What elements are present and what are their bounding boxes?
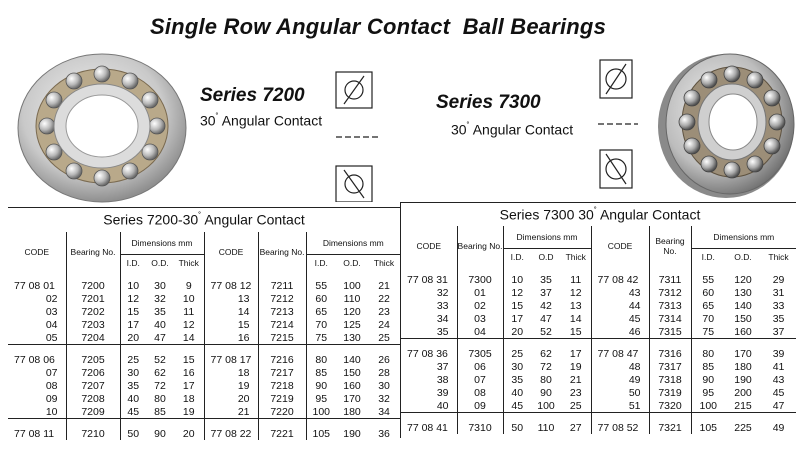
id-cell: 50: [503, 413, 531, 435]
thick-cell: 35: [772, 312, 785, 325]
code-cell: 77 08 12: [204, 271, 258, 292]
code-cell: 77 08 31: [407, 274, 448, 286]
thick-cell: 11: [570, 274, 582, 286]
bearing-no-cell: 7313: [649, 299, 691, 312]
code-cell: 02: [45, 292, 58, 305]
id-cell: 90: [306, 379, 336, 392]
od-cell: 225: [725, 413, 761, 435]
header-code: CODE: [591, 226, 649, 265]
series-7300-heading: Series 7300: [436, 92, 541, 113]
bearing-no-cell: 7219: [258, 392, 306, 405]
header-od: O.D.: [725, 249, 761, 266]
id-cell: 90: [691, 373, 725, 386]
table-row: [8, 318, 400, 331]
od-cell: 90: [146, 419, 174, 441]
bearing-no-cell: 7211: [258, 271, 306, 292]
table-7300-top-rule: [400, 202, 796, 203]
thick-cell: 23: [378, 305, 390, 318]
header-id: I.D.: [306, 255, 336, 272]
od-cell: 62: [154, 366, 166, 379]
code-cell: 10: [45, 405, 58, 418]
od-cell: 180: [343, 405, 361, 418]
header-bearing-no: Bearing No.: [258, 232, 306, 271]
thick-cell: 19: [182, 405, 195, 418]
thick-cell: 16: [182, 366, 195, 379]
bearing-no-cell: 7216: [258, 345, 306, 367]
code-cell: 50: [591, 386, 649, 399]
thick-cell: 43: [772, 373, 785, 386]
thick-cell: 19: [569, 360, 582, 373]
table-row: [401, 373, 796, 386]
od-cell: 100: [343, 280, 361, 292]
thick-cell: 26: [368, 345, 400, 367]
bearing-no-cell: 7206: [66, 366, 120, 379]
header-od: O.D.: [146, 255, 174, 272]
od-cell: 85: [154, 405, 166, 418]
id-cell: 50: [120, 419, 146, 441]
code-cell: 32: [436, 286, 449, 299]
id-cell: 70: [306, 318, 336, 331]
header-thick: Thick: [761, 249, 796, 266]
bearing-no-cell: 08: [457, 386, 503, 399]
thick-cell: 12: [569, 286, 582, 299]
code-cell: 14: [204, 305, 258, 318]
table-row: [8, 392, 400, 405]
od-cell: 40: [154, 318, 166, 331]
od-cell: 80: [154, 392, 166, 405]
table-row: [8, 271, 400, 292]
bearing-no-cell: 7214: [258, 318, 306, 331]
id-cell: 45: [503, 399, 531, 413]
code-cell: 08: [45, 379, 58, 392]
table-7200-title: [8, 211, 400, 228]
od-cell: 110: [531, 413, 561, 435]
code-cell: 18: [204, 366, 258, 379]
bearing-no-cell: 01: [457, 286, 503, 299]
thick-cell: 33: [772, 299, 785, 312]
id-cell: 17: [120, 318, 146, 331]
od-cell: 47: [540, 312, 552, 325]
thick-cell: 14: [569, 312, 582, 325]
code-cell: 77 08 11: [8, 419, 66, 441]
code-cell: 05: [45, 331, 58, 344]
bearing-no-cell: 7210: [66, 419, 120, 441]
bearing-no-cell: 09: [457, 399, 503, 413]
title-suffix: Angular Contact: [201, 211, 305, 228]
bearing-no-cell: 7209: [66, 405, 120, 419]
code-cell: 77 08 52: [591, 413, 649, 435]
bearing-7300-cross-section: [596, 58, 640, 190]
thick-cell: 32: [378, 392, 390, 405]
code-cell: 77 08 36: [401, 339, 457, 361]
code-cell: 77 08 01: [14, 280, 55, 292]
header-code: CODE: [24, 246, 50, 257]
bearing-no-cell: 7310: [457, 413, 503, 435]
code-cell: 20: [204, 392, 258, 405]
id-cell: 20: [503, 325, 531, 339]
thick-cell: 25: [378, 331, 390, 344]
od-cell: 32: [154, 292, 166, 305]
bearing-no-cell: 7312: [649, 286, 691, 299]
id-cell: 80: [306, 345, 336, 367]
bearing-no-cell: 7316: [649, 339, 691, 361]
bearing-no-cell: 06: [457, 360, 503, 373]
code-cell: 03: [45, 305, 58, 318]
id-cell: 10: [120, 271, 146, 292]
od-cell: 120: [734, 274, 752, 286]
od-cell: 42: [540, 299, 552, 312]
bearing-no-cell: 7319: [649, 386, 691, 399]
bearing-no-cell: 03: [457, 312, 503, 325]
bearing-no-cell: 7318: [649, 373, 691, 386]
bearing-no-cell: 7311: [649, 265, 691, 286]
series-7200-subtitle: [200, 112, 322, 129]
bearing-no-cell: 04: [457, 325, 503, 339]
table-row: [401, 386, 796, 399]
table-row: [8, 292, 400, 305]
thick-cell: 28: [378, 366, 390, 379]
header-dimensions: Dimensions mm: [691, 226, 796, 249]
thick-cell: 20: [174, 419, 204, 441]
od-cell: 170: [725, 339, 761, 361]
od-cell: 130: [734, 286, 752, 299]
id-cell: 10: [503, 265, 531, 286]
id-cell: 20: [120, 331, 146, 345]
thick-cell: 24: [378, 318, 390, 331]
code-cell: 77 08 22: [204, 419, 258, 441]
bearing-7300-photo: [650, 50, 796, 200]
od-cell: 125: [343, 318, 361, 331]
table-row: [401, 399, 796, 413]
degree-mark: ˚: [466, 121, 470, 131]
table-row: [401, 360, 796, 373]
table-row: [401, 286, 796, 299]
title-text: Series 7200-30: [103, 211, 199, 228]
thick-cell: 10: [182, 292, 195, 305]
header-id: I.D.: [503, 249, 531, 266]
od-cell: 130: [343, 331, 361, 344]
thick-cell: 27: [561, 413, 591, 435]
bearing-no-cell: 7208: [66, 392, 120, 405]
degree-mark: ˚: [593, 206, 597, 216]
code-cell: 04: [45, 318, 58, 331]
id-cell: 85: [306, 366, 336, 379]
id-cell: 30: [120, 366, 146, 379]
od-cell: 52: [146, 345, 174, 367]
contact-type: Angular Contact: [469, 121, 574, 138]
od-cell: 47: [154, 331, 166, 344]
header-dimensions: Dimensions mm: [120, 232, 204, 255]
header-bearing-no: Bearing No.: [457, 226, 503, 265]
code-cell: 44: [591, 299, 649, 312]
angle-value: 30: [451, 121, 467, 138]
table-row: [8, 405, 400, 419]
id-cell: 105: [306, 419, 336, 441]
od-cell: 140: [336, 345, 368, 367]
angle-value: 30: [200, 112, 216, 129]
id-cell: 15: [503, 299, 531, 312]
thick-cell: 29: [772, 274, 785, 286]
id-cell: 105: [691, 413, 725, 435]
id-cell: 65: [691, 299, 725, 312]
od-cell: 160: [343, 379, 361, 392]
od-cell: 110: [343, 292, 361, 305]
id-cell: 65: [306, 305, 336, 318]
thick-cell: 25: [569, 399, 582, 412]
thick-cell: 17: [561, 339, 591, 361]
id-cell: 55: [306, 271, 336, 292]
thick-cell: 37: [772, 325, 785, 338]
header-bearing-no: Bearing No.: [649, 226, 691, 265]
od-cell: 140: [734, 299, 752, 312]
id-cell: 12: [120, 292, 146, 305]
bearing-7200-photo: [14, 50, 190, 206]
code-cell: 40: [436, 399, 449, 412]
bearing-no-cell: 7200: [66, 271, 120, 292]
od-cell: 35: [154, 305, 166, 318]
header-bearing-no: Bearing No.: [66, 232, 120, 271]
id-cell: 80: [691, 339, 725, 361]
od-cell: 150: [343, 366, 361, 379]
code-cell: 45: [591, 312, 649, 325]
series-7300-subtitle: [451, 121, 573, 138]
id-cell: 60: [691, 286, 725, 299]
table-row: [401, 413, 796, 435]
table-7300-title: [400, 206, 800, 223]
header-thick: Thick: [368, 255, 400, 272]
bearing-no-cell: 7201: [66, 292, 120, 305]
code-cell: 15: [204, 318, 258, 331]
id-cell: 100: [691, 399, 725, 413]
bearing-no-cell: 7218: [258, 379, 306, 392]
header-id: I.D.: [120, 255, 146, 272]
code-cell: 35: [436, 325, 449, 338]
bearing-no-cell: 7315: [649, 325, 691, 339]
code-cell: 33: [436, 299, 449, 312]
bearing-no-cell: 7213: [258, 305, 306, 318]
bearing-no-cell: 7305: [457, 339, 503, 361]
contact-type: Angular Contact: [218, 112, 323, 129]
bearing-no-cell: 07: [457, 373, 503, 386]
degree-mark: ˚: [198, 211, 202, 221]
od-cell: 35: [540, 274, 552, 286]
bearing-no-cell: 7212: [258, 292, 306, 305]
bearing-no-cell: 7205: [66, 345, 120, 367]
thick-cell: 21: [378, 280, 390, 292]
bearing-7200-cross-section: [332, 70, 384, 202]
thick-cell: 49: [761, 413, 796, 435]
code-cell: 39: [436, 386, 449, 399]
thick-cell: 14: [182, 331, 195, 344]
code-cell: 21: [204, 405, 258, 419]
table-row: [401, 312, 796, 325]
table-row: [8, 345, 400, 367]
code-cell: 13: [204, 292, 258, 305]
od-cell: 190: [336, 419, 368, 441]
bearing-no-cell: 02: [457, 299, 503, 312]
bearing-no-cell: 7220: [258, 405, 306, 419]
id-cell: 40: [503, 386, 531, 399]
od-cell: 72: [154, 379, 166, 392]
bearing-no-cell: 7204: [66, 331, 120, 345]
code-cell: 51: [591, 399, 649, 413]
table-row: [401, 325, 796, 339]
code-cell: 37: [436, 360, 449, 373]
thick-cell: 34: [378, 405, 390, 418]
id-cell: 12: [503, 286, 531, 299]
id-cell: 45: [120, 405, 146, 419]
code-cell: 38: [436, 373, 449, 386]
code-cell: 46: [591, 325, 649, 339]
id-cell: 55: [691, 265, 725, 286]
header-id: I.D.: [691, 249, 725, 266]
code-cell: 09: [45, 392, 58, 405]
od-cell: 160: [734, 325, 752, 338]
od-cell: 180: [734, 360, 752, 373]
od-cell: 62: [531, 339, 561, 361]
id-cell: 75: [691, 325, 725, 339]
bearing-no-cell: 7217: [258, 366, 306, 379]
od-cell: 100: [537, 399, 555, 412]
header-dimensions: Dimensions mm: [503, 226, 591, 249]
id-cell: 85: [691, 360, 725, 373]
od-cell: 90: [540, 386, 552, 399]
header-dimensions: Dimensions mm: [306, 232, 400, 255]
code-cell: 19: [204, 379, 258, 392]
bearing-no-cell: 7300: [457, 265, 503, 286]
od-cell: 150: [734, 312, 752, 325]
thick-cell: 11: [183, 305, 195, 318]
id-cell: 60: [306, 292, 336, 305]
table-row: [8, 305, 400, 318]
od-cell: 37: [540, 286, 552, 299]
thick-cell: 17: [182, 379, 195, 392]
od-cell: 215: [734, 399, 752, 412]
thick-cell: 22: [378, 292, 390, 305]
code-cell: 77 08 41: [401, 413, 457, 435]
id-cell: 35: [503, 373, 531, 386]
bearing-no-cell: 7221: [258, 419, 306, 441]
code-cell: 34: [436, 312, 449, 325]
table-row: [8, 366, 400, 379]
bearing-no-cell: 7314: [649, 312, 691, 325]
od-cell: 120: [343, 305, 361, 318]
id-cell: 100: [306, 405, 336, 419]
thick-cell: 45: [772, 386, 785, 399]
thick-cell: 41: [772, 360, 785, 373]
od-cell: 72: [540, 360, 552, 373]
id-cell: 95: [306, 392, 336, 405]
thick-cell: 36: [368, 419, 400, 441]
header-od: O.D: [531, 249, 561, 266]
code-cell: 49: [591, 373, 649, 386]
thick-cell: 15: [569, 325, 582, 338]
od-cell: 200: [734, 386, 752, 399]
code-cell: 77 08 06: [8, 345, 66, 367]
id-cell: 25: [120, 345, 146, 367]
thick-cell: 13: [569, 299, 582, 312]
od-cell: 190: [734, 373, 752, 386]
id-cell: 40: [120, 392, 146, 405]
thick-cell: 31: [772, 286, 785, 299]
code-cell: 77 08 42: [591, 265, 649, 286]
bearing-no-cell: 7321: [649, 413, 691, 435]
id-cell: 95: [691, 386, 725, 399]
degree-mark: ˚: [215, 112, 219, 122]
thick-cell: 12: [182, 318, 195, 331]
id-cell: 70: [691, 312, 725, 325]
header-code: CODE: [204, 232, 258, 271]
thick-cell: 15: [174, 345, 204, 367]
thick-cell: 30: [378, 379, 390, 392]
table-7300: [401, 226, 796, 434]
code-cell: 16: [204, 331, 258, 345]
header-od: O.D.: [336, 255, 368, 272]
od-cell: 170: [343, 392, 361, 405]
id-cell: 75: [306, 331, 336, 345]
id-cell: 25: [503, 339, 531, 361]
code-cell: 48: [591, 360, 649, 373]
bearing-no-cell: 7317: [649, 360, 691, 373]
table-7200: [8, 232, 400, 440]
table-row: [8, 419, 400, 441]
od-cell: 30: [154, 280, 166, 292]
code-cell: 43: [591, 286, 649, 299]
bearing-no-cell: 7320: [649, 399, 691, 413]
thick-cell: 47: [772, 399, 785, 412]
od-cell: 52: [540, 325, 552, 338]
table-row: [401, 265, 796, 286]
od-cell: 80: [540, 373, 552, 386]
id-cell: 15: [120, 305, 146, 318]
bearing-no-cell: 7207: [66, 379, 120, 392]
bearing-no-cell: 7203: [66, 318, 120, 331]
table-row: [8, 379, 400, 392]
table-row: [401, 299, 796, 312]
thick-cell: 18: [182, 392, 195, 405]
table-7200-top-rule: [8, 207, 400, 208]
header-thick: Thick: [561, 249, 591, 266]
thick-cell: 39: [761, 339, 796, 361]
page-title: Single Row Angular Contact Ball Bearings: [150, 14, 606, 39]
bearing-no-cell: 7202: [66, 305, 120, 318]
code-cell: 77 08 17: [204, 345, 258, 367]
header-code: CODE: [416, 240, 442, 251]
id-cell: 35: [120, 379, 146, 392]
thick-cell: 23: [569, 386, 582, 399]
title-text: Series 7300 30: [499, 206, 594, 223]
series-7200-heading: Series 7200: [200, 85, 305, 106]
code-cell: 07: [45, 366, 58, 379]
bearing-no-cell: 7215: [258, 331, 306, 345]
table-row: [401, 339, 796, 361]
id-cell: 30: [503, 360, 531, 373]
table-row: [8, 331, 400, 345]
header-thick: Thick: [174, 255, 204, 272]
thick-cell: 9: [185, 280, 192, 292]
id-cell: 17: [503, 312, 531, 325]
thick-cell: 21: [569, 373, 582, 386]
title-suffix: Angular Contact: [596, 206, 701, 223]
code-cell: 77 08 47: [591, 339, 649, 361]
